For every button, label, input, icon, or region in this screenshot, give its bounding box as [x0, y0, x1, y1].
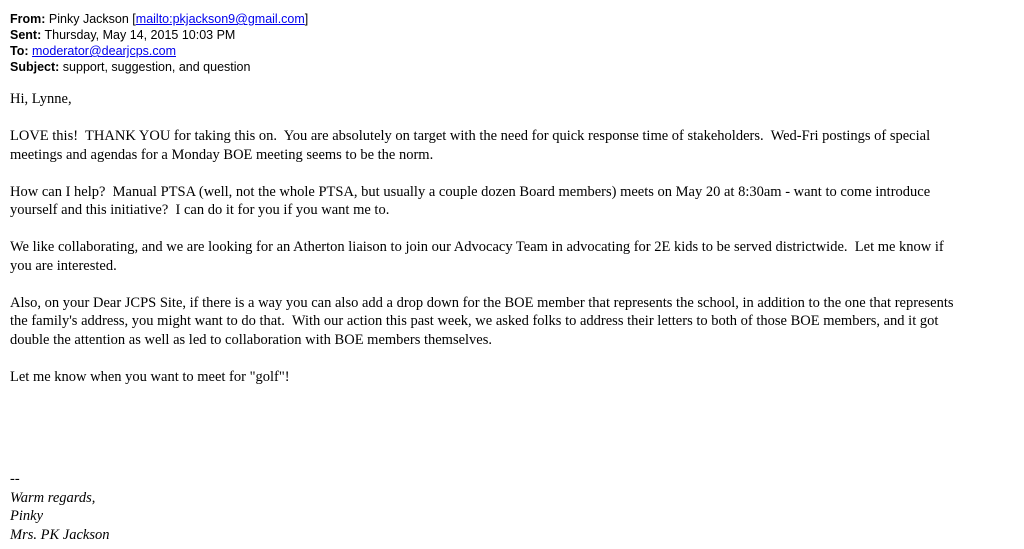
- subject-value: support, suggestion, and question: [62, 60, 251, 74]
- email-body: [10, 90, 1024, 386]
- from-name: Pinky Jackson: [48, 12, 129, 26]
- paragraph-4-line-1: Also, on your Dear JCPS Site, if there is a way you can also add a drop down for the BOE member that represents the school, in addition to the one that represents: [10, 294, 954, 311]
- greeting: Hi, Lynne,: [10, 91, 72, 107]
- paragraph-3-line-1: We like collaborating, and we are looking for an Atherton liaison to join our Advocacy Team in advocating for 2E kids to be served districtwide. Let me know if: [10, 239, 944, 255]
- to-label: To:: [10, 44, 29, 58]
- from-label: From:: [10, 12, 46, 26]
- subject-line: [10, 59, 1024, 75]
- sent-value: Thursday, May 14, 2015 10:03 PM: [44, 28, 236, 42]
- email-message: [10, 11, 1024, 543]
- to-line: [10, 43, 1024, 59]
- paragraph-4-line-3: double the attention as well as led to collaboration with BOE members themselves.: [10, 331, 493, 348]
- paragraph-2-line-1: How can I help? Manual PTSA (well, not the whole PTSA, but usually a couple dozen Board members) meets on May 20 at 8:30am - want to come introduce: [10, 183, 931, 200]
- email-header: [10, 11, 1024, 75]
- signature-full-name: Mrs. PK Jackson: [10, 526, 110, 543]
- to-email-link[interactable]: moderator@dearjcps.com: [32, 44, 176, 58]
- sent-line: [10, 27, 1024, 43]
- paragraph-5: Let me know when you want to meet for "golf"!: [10, 368, 290, 385]
- signature-closing: Warm regards,: [10, 489, 96, 506]
- signature-name: Pinky: [10, 508, 44, 524]
- paragraph-1-line-1: LOVE this! THANK YOU for taking this on. You are absolutely on target with the need for quick response time of stakeholders. Wed-Fri postings of special: [10, 128, 931, 144]
- from-bracket-close: ]: [304, 12, 309, 26]
- signature-dashes: --: [10, 471, 20, 487]
- paragraph-4-line-2: the family's address, you might want to do that. With our action this past week, we asked folks to address their letters to both of those BOE members, and it got: [10, 313, 939, 329]
- sent-label: Sent:: [10, 28, 42, 42]
- paragraph-1-line-2: meetings and agendas for a Monday BOE meeting seems to be the norm.: [10, 146, 434, 163]
- from-line: [10, 11, 1024, 27]
- from-email-link[interactable]: mailto:pkjackson9@gmail.com: [135, 12, 305, 26]
- subject-label: Subject:: [10, 60, 60, 74]
- from-bracket-open: [: [132, 12, 136, 26]
- signature-block: [10, 470, 109, 544]
- paragraph-3-line-2: you are interested.: [10, 257, 117, 274]
- paragraph-2-line-2: yourself and this initiative? I can do it for you if you want me to.: [10, 202, 390, 218]
